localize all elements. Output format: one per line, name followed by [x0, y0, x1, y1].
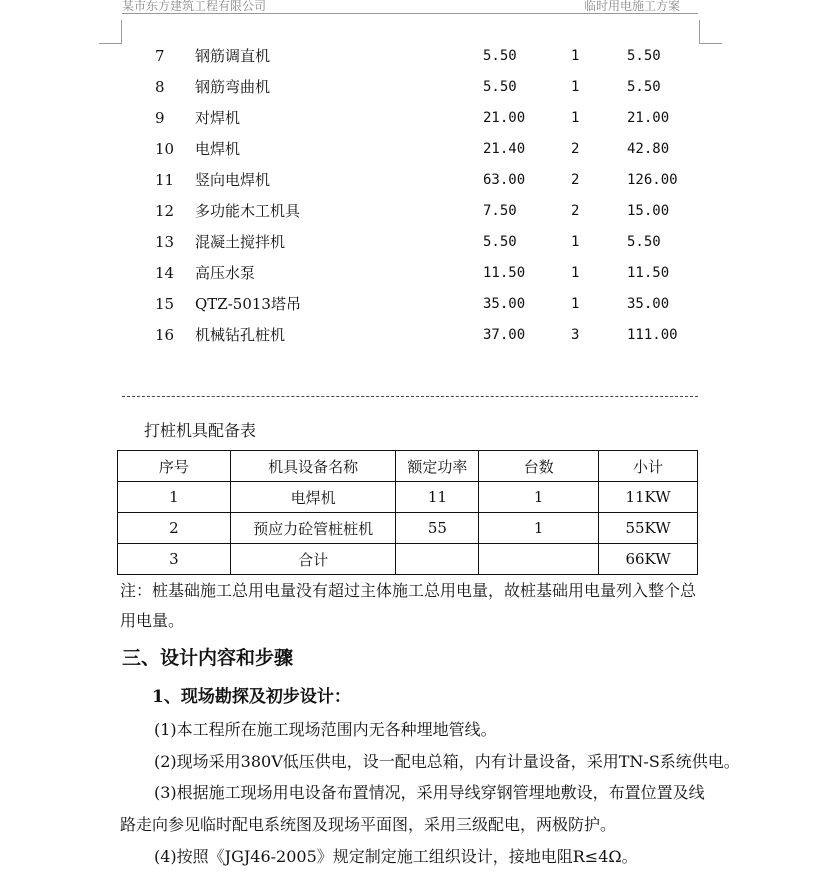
subsection-title: 1、现场勘探及初步设计：	[152, 687, 351, 707]
equip-no: 12	[155, 202, 175, 220]
pile-table-title: 打桩机具配备表	[144, 421, 257, 440]
col-header-qty: 台数	[479, 451, 599, 482]
note-line-2: 用电量。	[120, 611, 185, 630]
table-row	[118, 482, 698, 513]
cell-qty: 1	[479, 482, 599, 513]
cell-name: 预应力砼管桩桩机	[230, 513, 396, 544]
cell-no: 1	[118, 482, 231, 513]
equip-power: 21.00	[483, 110, 526, 126]
crop-mark-right	[699, 20, 722, 44]
equip-no: 8	[155, 78, 165, 96]
equip-no: 10	[155, 140, 175, 158]
pile-equipment-table	[117, 450, 698, 575]
equip-name: 竖向电焊机	[195, 171, 271, 189]
cell-power: 11	[396, 482, 479, 513]
crop-mark-left	[99, 20, 122, 44]
cell-subtotal: 55KW	[599, 513, 698, 544]
equip-subtotal: 15.00	[627, 203, 670, 219]
equip-qty: 2	[571, 141, 580, 157]
table-header-row	[118, 451, 698, 482]
equip-no: 14	[155, 264, 175, 282]
col-header-power: 额定功率	[396, 451, 479, 482]
equip-qty: 1	[571, 110, 580, 126]
table-row	[118, 513, 698, 544]
paragraph-3-cont: 路走向参见临时配电系统图及现场平面图，采用三级配电，两极防护。	[120, 815, 617, 834]
header-company: 某市东方建筑工程有限公司	[122, 0, 267, 13]
equip-qty: 1	[571, 234, 580, 250]
equip-subtotal: 126.00	[627, 172, 678, 188]
equip-subtotal: 11.50	[627, 265, 670, 281]
equip-no: 7	[155, 47, 165, 65]
col-header-subtotal: 小计	[599, 451, 698, 482]
equip-name: 电焊机	[195, 140, 241, 158]
paragraph-2: (2)现场采用380V低压供电，设一配电总箱，内有计量设备，采用TN-S系统供电。	[154, 752, 740, 771]
equip-qty: 2	[571, 172, 580, 188]
equip-subtotal: 5.50	[627, 234, 661, 250]
col-header-name: 机具设备名称	[230, 451, 396, 482]
equip-no: 15	[155, 295, 175, 313]
paragraph-1: (1)本工程所在施工现场范围内无各种埋地管线。	[154, 720, 497, 739]
equip-power: 5.50	[483, 234, 517, 250]
equip-no: 9	[155, 109, 165, 127]
equip-qty: 3	[571, 327, 580, 343]
cell-power: 55	[396, 513, 479, 544]
equip-no: 16	[155, 326, 175, 344]
equip-name: 机械钻孔桩机	[195, 326, 286, 344]
equip-qty: 1	[571, 296, 580, 312]
header-rule	[122, 13, 698, 14]
paragraph-3: (3)根据施工现场用电设备布置情况，采用导线穿钢管埋地敷设，布置位置及线	[154, 783, 705, 802]
equip-power: 63.00	[483, 172, 526, 188]
col-header-no: 序号	[118, 451, 231, 482]
equip-power: 37.00	[483, 327, 526, 343]
equip-no: 13	[155, 233, 175, 251]
equip-name: 钢筋弯曲机	[195, 78, 271, 96]
header-doc-title: 临时用电施工方案	[583, 0, 680, 13]
equip-qty: 1	[571, 79, 580, 95]
equip-name: 钢筋调直机	[195, 47, 271, 65]
equip-qty: 1	[571, 48, 580, 64]
equip-no: 11	[155, 171, 175, 189]
equip-subtotal: 21.00	[627, 110, 670, 126]
equip-name: 多功能木工机具	[195, 202, 301, 220]
equip-name: 混凝土搅拌机	[195, 233, 286, 251]
equip-power: 35.00	[483, 296, 526, 312]
paragraph-4: (4)按照《JGJ46-2005》规定制定施工组织设计，接地电阻R≤4Ω。	[154, 847, 638, 866]
equip-power: 11.50	[483, 265, 526, 281]
equip-subtotal: 111.00	[627, 327, 678, 343]
section-divider	[122, 396, 698, 397]
equip-power: 21.40	[483, 141, 526, 157]
cell-no: 3	[118, 544, 231, 575]
equip-subtotal: 5.50	[627, 79, 661, 95]
equip-power: 7.50	[483, 203, 517, 219]
cell-power	[396, 544, 479, 575]
cell-qty: 1	[479, 513, 599, 544]
cell-subtotal: 11KW	[599, 482, 698, 513]
equip-name: 高压水泵	[195, 264, 256, 282]
cell-no: 2	[118, 513, 231, 544]
equip-qty: 1	[571, 265, 580, 281]
cell-subtotal: 66KW	[599, 544, 698, 575]
equip-power: 5.50	[483, 79, 517, 95]
note-line-1: 注：桩基础施工总用电量没有超过主体施工总用电量，故桩基础用电量列入整个总	[120, 581, 697, 600]
equip-subtotal: 5.50	[627, 48, 661, 64]
cell-name: 电焊机	[230, 482, 396, 513]
equip-power: 5.50	[483, 48, 517, 64]
cell-name: 合计	[230, 544, 396, 575]
equip-name: 对焊机	[195, 109, 241, 127]
section-title: 三、设计内容和步骤	[122, 647, 294, 669]
equip-name: QTZ-5013塔吊	[195, 295, 301, 313]
equip-subtotal: 42.80	[627, 141, 670, 157]
equip-qty: 2	[571, 203, 580, 219]
table-row	[118, 544, 698, 575]
equip-subtotal: 35.00	[627, 296, 670, 312]
cell-qty	[479, 544, 599, 575]
